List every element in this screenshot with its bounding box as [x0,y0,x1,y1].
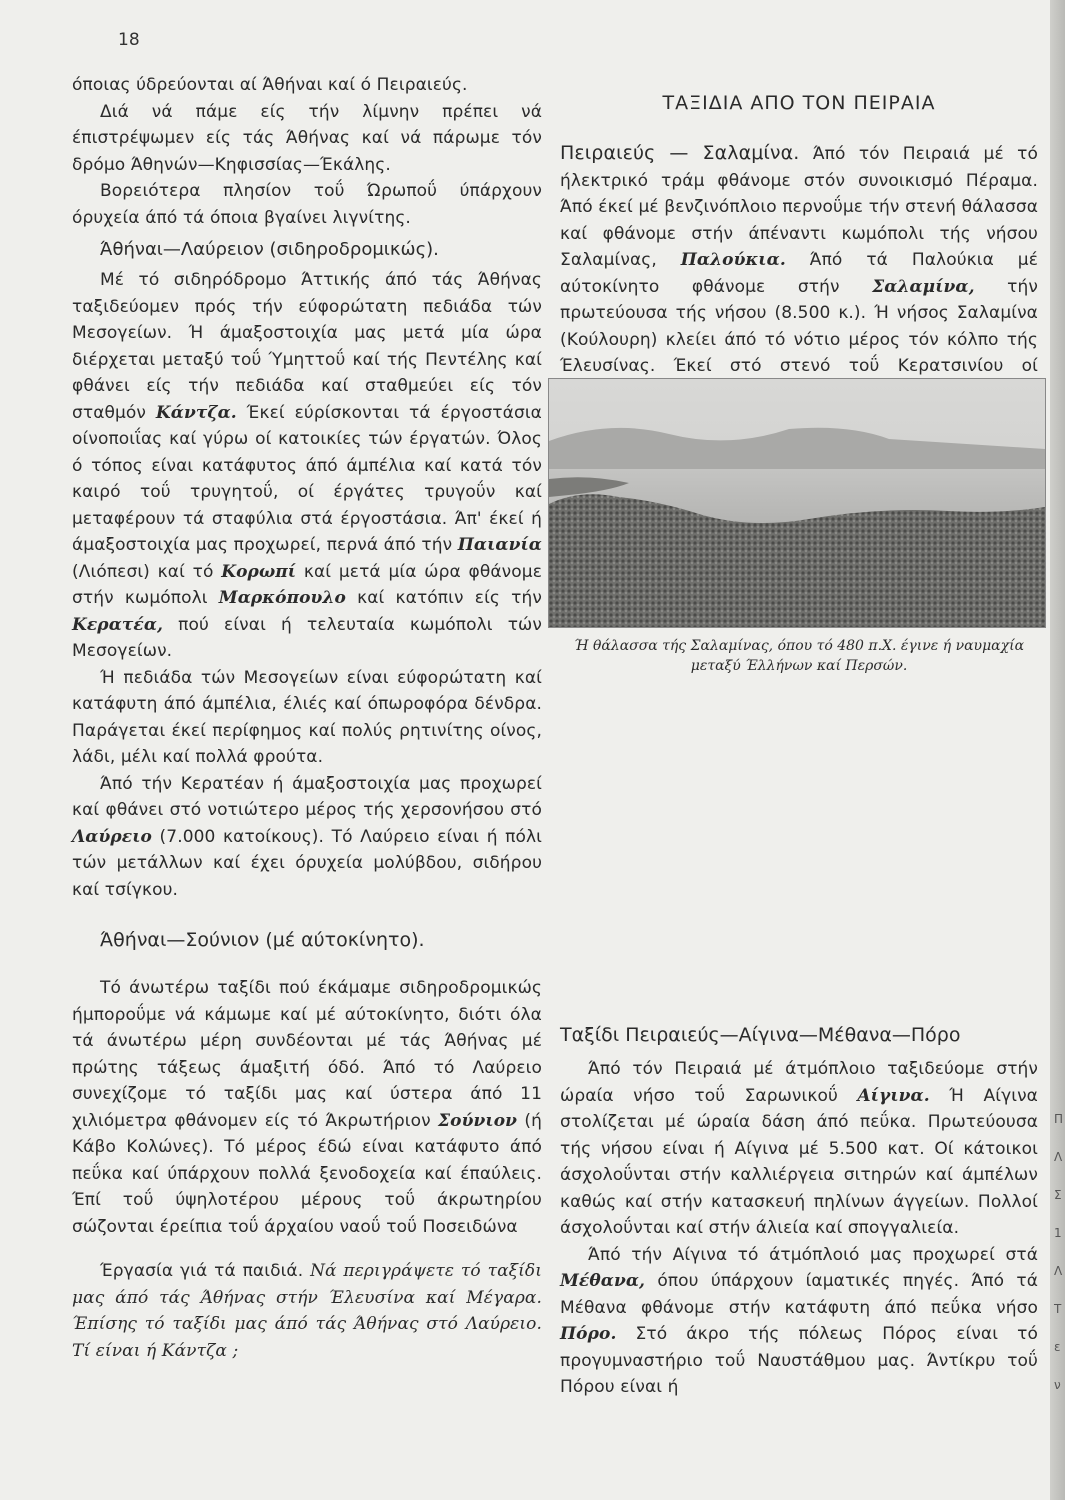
text: καί μετά μία ώρα φθάνομε στήν κωμόπολι [72,561,542,608]
text: (ή Κάβο Κολώνες). Τό μέρος έδώ είναι κατάφυτο άπό πεΰκα καί ύπάρχουν πολλά ξενοδοχεία καί έπαύλεις. Έπί τοΰ ύψηλοτέρου μέρους τοΰ άκρωτηρίου σώζονται έρείπια τοΰ άρχαίου ναοΰ τοΰ Ποσειδώνα [72,1110,542,1237]
text: Άπό τόν Πειραιά μέ άτμόπλοιο ταξιδεύομε στήν ώραία νήσο τοΰ Σαρωνικοΰ [560,1059,1038,1106]
text: τήν πρωτεύουσα τής νήσου (8.500 κ.). Ή νήσος Σαλαμίνα (Κούλουρη) κλείει άπό τό νότιο μέρος τόν κόλπο τής Έλευσίνας. Έκεί στό στενό τοΰ Κερατσινίου οί [560,276,1038,376]
paragraph: Ή πεδιάδα τών Μεσογείων είναι εύφορώτατη καί κατάφυτη άπό άμπέλια, έλιές καί όπωροφόρα δένδρα. Παράγεται έκεί περίφημος καί πολύς ρητινίτης οίνος, λάδι, μέλι καί πολλά φρούτα. [72,667,542,767]
text: Ή Αίγινα στολίζεται μέ ώραία δάση άπό πεΰκα. Πρωτεύουσα τής νήσου είναι ή Αίγινα μέ 5.500 κατ. Οί κάτοικοι άσχολοΰνται στήν καλλιέργεια σιτηρών καί άμπέλων καθώς καί στήν κατασκευή πηλίνων άγγείων. Πολλοί άσχολοΰνται καί στήν άλιεία καί σπογγαλιεία. [560,1085,1038,1238]
text: Άπό τήν Κερατέαν ή άμαξοστοιχία μας προχωρεί καί φθάνει στό νοτιώτερο μέρος τής χερσονήσου στό [72,773,542,820]
place-name: Κερατέα, [72,614,164,635]
paragraph [560,1242,1038,1401]
paragraph: Διά νά πάμε είς τήν λίμνην πρέπει νά έπιστρέψωμεν είς τάς Άθήνας καί νά πάρωμε τόν δρόμο Άθηνών—Κηφισσίας—Έκάλης. [72,101,542,175]
right-column-top [560,140,1039,376]
page-number: 18 [118,30,140,50]
text: Τό άνωτέρω ταξίδι πού έκάμαμε σιδηροδρομικώς ήμποροΰμε νά κάμωμε καί μέ αύτοκίνητο, διότι όλα τά άνωτέρω μέρη συνδέονται μέ τάς Άθήνας μέ πρώτης τάξεως άμαξιτή όδό. Άπό τό Λαύρειο συνεχίζομε τό ταξίδι μας καί ύστερα άπό 11 χιλιόμετρα φθάνομεν είς τό Άκρωτήριον [72,978,542,1131]
place-name: Σούνιον [438,1110,518,1131]
text: Άπό τά Παλούκια μέ αύτοκίνητο φθάνομε στήν [560,250,1039,297]
text: (7.000 κατοίκους). Τό Λαύρειο είναι ή πόλι τών μετάλλων καί έχει όρυχεία μολύβδου, σιδήρου καί τσίγκου. [72,826,542,900]
text: Στό άκρο τής πόλεως Πόρος είναι τό προγυμναστήριο τοΰ Ναυστάθμου μας. Άντίκρυ τοΰ Πόρου είναι ή [560,1324,1038,1397]
place-name: Μέθανα, [560,1271,646,1291]
paragraph [560,1056,1038,1242]
photo-caption: Ή θάλασσα τής Σαλαμίνας, όπου τό 480 π.Χ. έγινε ή ναυμαχία μεταξύ Έλλήνων καί Περσών. [573,638,1025,674]
text: πού είναι ή τελευταία κωμόπολι τών Μεσογείων. [72,614,542,661]
paragraph [560,140,1039,376]
text: καί κατόπιν είς τήν [345,588,542,608]
section-heading: Άθήναι—Λαύρειον (σιδηροδρομικώς). [100,239,439,260]
adjacent-page-letters: Π Λ Σ 1 Λ Τ ε ν [1054,1112,1064,1392]
section-heading: Άθήναι—Σούνιον (μέ αύτοκίνητο). [100,929,425,951]
place-name: Σαλαμίνα, [872,276,975,297]
paragraph [72,771,542,904]
place-name: Παιανία [457,535,542,555]
place-name: Αίγινα. [857,1085,930,1106]
paragraph [72,267,542,665]
salamina-photo [548,378,1046,628]
place-name: Παλούκια. [680,250,786,270]
right-column-bottom [560,690,1038,990]
place-name: Κορωπί [221,561,297,582]
text: Έκεί εύρίσκονται τά έργοστάσια οίνοποιΐας καί γύρω οί κατοικίες τών έργατών. Όλος ό τόπος είναι κατάφυτος άπό άμπέλια καί κατά τόν καιρό τοΰ τρυγητοΰ, οί έργάτες τρυγοΰν καί μεταφέρουν τά σταφύλια στά έργοστάσια. Άπ' έκεί ή άμαξοστοιχία μας προχωρεί, περνά άπό τήν [72,402,542,555]
text: (Λιόπεσι) καί τό [72,561,222,582]
text: Μέ τό σιδηρόδρομο Άττικής άπό τάς Άθήνας ταξιδεύομεν πρός τήν εύφορώτατη πεδιάδα τών Μεσογείων. Ή άμαξοστοιχία μας μετά μία ώρα διέρχεται μεταξύ τοΰ Ύμηττοΰ καί τής Πεντέλης καί φθάνει είς τήν πεδιάδα καί σταθμεύει είς τόν σταθμόν [72,270,542,423]
exercise-label: Έργασία γιά τά παιδιά. [100,1261,311,1281]
right-column-aegina [560,1020,1038,1401]
left-column [72,72,542,1364]
text: όπου ύπάρχουν ίαματικές πηγές. Άπό τά Μέθανα φθάνομε στήν κατάφυτη άπό πεΰκα νήσο [560,1271,1038,1318]
text: Άπό τήν Αίγινα τό άτμόπλοιό μας προχωρεί στά [588,1244,1038,1265]
text: Άπό τόν Πειραιά μέ τό ήλεκτρικό τράμ φθάνομε στόν συνοικισμό Πέραμα. Άπό έκεί μέ βενζινόπλοιο περνοΰμε τήν στενή θάλασσα καί φθάνομε στήν άπέναντι κωμόπολι τής νήσου Σαλαμίνας, [560,144,1039,270]
section-heading: Ταξίδι Πειραιεύς—Αίγινα—Μέθανα—Πόρο [560,1024,961,1046]
place-name: Λαύρειο [72,826,152,847]
place-name: Κάντζα. [155,402,237,423]
place-name: Πόρο. [560,1324,617,1344]
exercise-text: Νά περιγράψετε τό ταξίδι μας άπό τάς Άθήνας στήν Έλευσίνα καί Μέγαρα. Έπίσης τό ταξίδι μας άπό τάς Άθήνας στό Λαύρειο. Τί είναι ή Κάντζα ; [72,1261,542,1361]
exercise-paragraph [72,1258,542,1364]
section-title: ΤΑΞΙΔΙΑ ΑΠΟ ΤΟΝ ΠΕΙΡΑΙΑ [662,92,936,114]
place-name: Μαρκόπουλο [218,588,346,608]
paragraph: όποιας ύδρεύονται αί Άθήναι καί ό Πειραιεύς. [72,75,468,95]
paragraph: Βορειότερα πλησίον τοΰ Ώρωποΰ ύπάρχουν όρυχεία άπό τά όποια βγαίνει λιγνίτης. [72,181,542,228]
section-heading: Πειραιεύς — Σαλαμίνα. [560,142,800,164]
paragraph [72,975,542,1240]
